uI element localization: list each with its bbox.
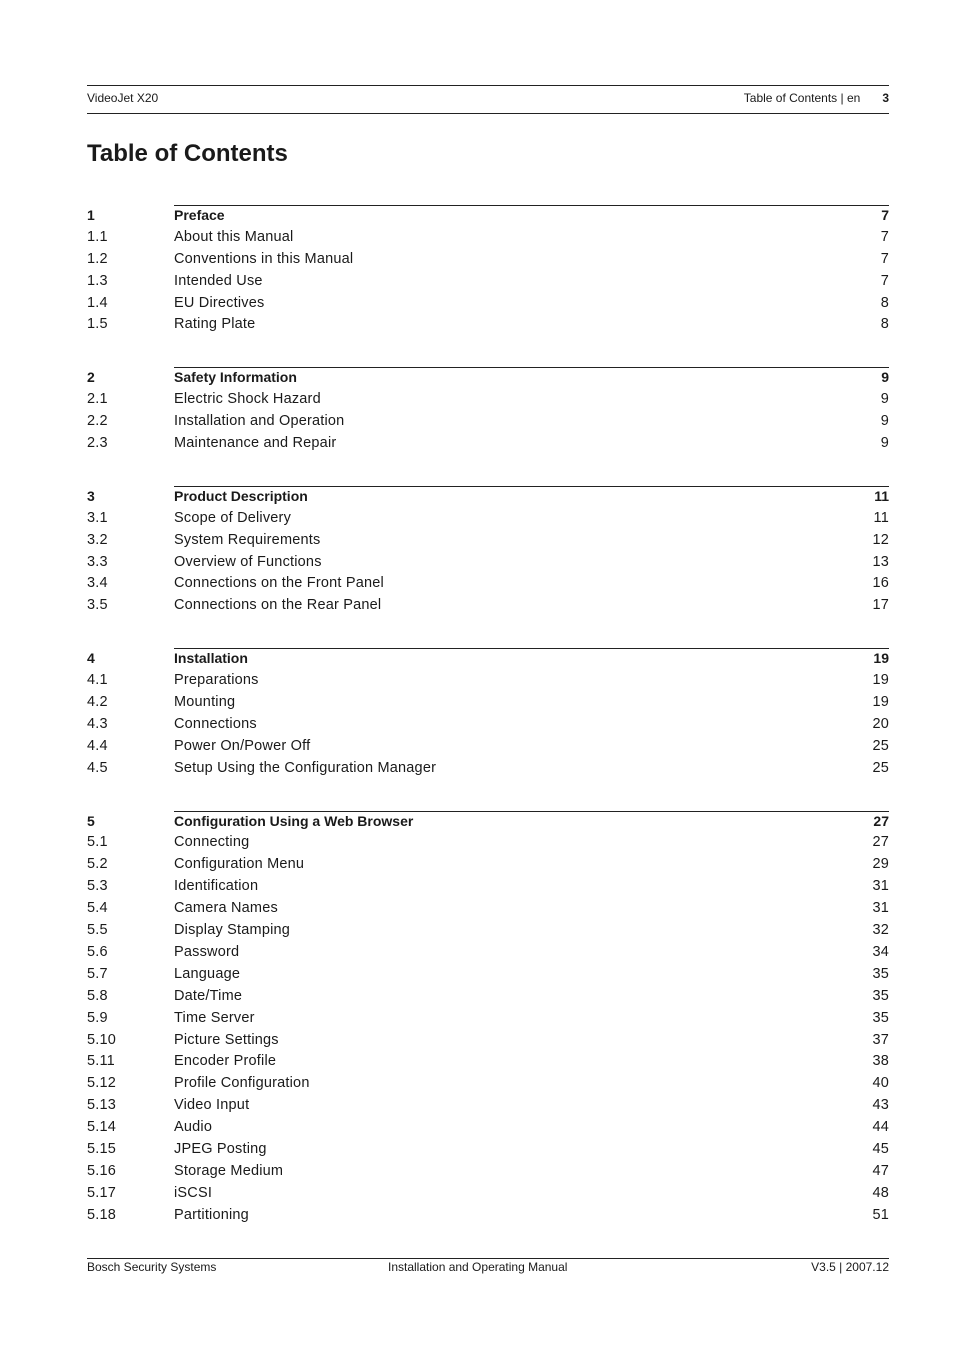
toc-number: 4.5	[87, 759, 108, 776]
toc-title: About this Manual	[174, 228, 294, 245]
toc-page-number: 31	[872, 878, 889, 895]
toc-number: 1.3	[87, 272, 108, 289]
toc-number: 1	[87, 207, 95, 223]
toc-title: Installation and Operation	[174, 413, 345, 430]
toc-chapter	[87, 367, 889, 455]
toc-page-number: 9	[880, 413, 889, 430]
toc-title: EU Directives	[174, 294, 265, 311]
toc-number: 3.1	[87, 509, 108, 526]
toc-entry[interactable]	[87, 736, 889, 758]
toc-number: 5.7	[87, 965, 108, 982]
toc-entry[interactable]	[87, 411, 889, 433]
toc-number: 1.1	[87, 228, 108, 245]
header-section-label: Table of Contents | en	[743, 91, 861, 105]
toc-number: 5.6	[87, 943, 108, 960]
toc-page-number: 8	[880, 316, 889, 333]
toc-page-number: 8	[880, 294, 889, 311]
toc-number: 2.2	[87, 413, 108, 430]
toc-number: 5.13	[87, 1097, 117, 1114]
header-right	[744, 86, 889, 110]
toc-entry[interactable]	[87, 1073, 889, 1095]
toc-number: 5.2	[87, 856, 108, 873]
toc-title: Profile Configuration	[174, 1075, 310, 1092]
toc-number: 1.5	[87, 316, 108, 333]
footer-document-type: Installation and Operating Manual	[388, 1260, 568, 1274]
toc-title: Setup Using the Configuration Manager	[174, 759, 437, 776]
toc-page-number: 7	[880, 272, 889, 289]
toc-entry[interactable]	[87, 227, 889, 249]
toc-number: 3.5	[87, 597, 108, 614]
toc-title: Conventions in this Manual	[174, 250, 354, 267]
toc-page-number: 44	[872, 1119, 889, 1136]
toc-number: 2.3	[87, 435, 108, 452]
toc-number: 5.3	[87, 878, 108, 895]
toc-page-number: 13	[872, 553, 889, 570]
footer-version: V3.5 | 2007.12	[811, 1260, 889, 1274]
toc-number: 1.4	[87, 294, 108, 311]
toc-entry[interactable]	[87, 314, 889, 336]
toc-entry[interactable]	[87, 832, 889, 854]
toc-page-number: 27	[872, 834, 889, 851]
toc-page-number: 45	[872, 1140, 889, 1157]
toc-number: 5.17	[87, 1184, 117, 1201]
toc-chapter	[87, 811, 889, 1227]
toc-number: 3.4	[87, 575, 108, 592]
toc-number: 4.3	[87, 715, 108, 732]
toc-page-number: 37	[872, 1031, 889, 1048]
toc-page-number: 17	[872, 597, 889, 614]
toc-entry[interactable]	[87, 986, 889, 1008]
toc-entry[interactable]	[87, 1117, 889, 1139]
toc-title: Configuration Using a Web Browser	[174, 812, 414, 829]
toc-entry[interactable]	[87, 552, 889, 574]
toc-title: Installation	[174, 650, 248, 667]
toc-entry[interactable]	[87, 854, 889, 876]
toc-entry[interactable]	[87, 898, 889, 920]
toc-chapter	[87, 205, 889, 336]
toc-title: Preparations	[174, 672, 259, 689]
toc-title: Storage Medium	[174, 1162, 284, 1179]
toc-number: 5.10	[87, 1031, 117, 1048]
toc-page-number: 32	[872, 922, 889, 939]
toc-title: JPEG Posting	[174, 1140, 267, 1157]
toc-page-number: 48	[872, 1184, 889, 1201]
toc-title: Rating Plate	[174, 316, 256, 333]
toc-entry[interactable]	[87, 1008, 889, 1030]
toc-page-number: 27	[873, 812, 889, 829]
toc-chapter	[87, 648, 889, 779]
toc-title: System Requirements	[174, 531, 321, 548]
toc-entry[interactable]	[87, 271, 889, 293]
toc-number: 5.18	[87, 1206, 117, 1223]
toc-title: Connecting	[174, 834, 250, 851]
toc-title: Picture Settings	[174, 1031, 279, 1048]
toc-page-number: 19	[872, 672, 889, 689]
toc-page-number: 43	[872, 1097, 889, 1114]
toc-number: 1.2	[87, 250, 108, 267]
toc-number: 5.16	[87, 1162, 117, 1179]
toc-number: 2.1	[87, 391, 108, 408]
toc-entry[interactable]	[87, 942, 889, 964]
toc-number: 5.12	[87, 1075, 117, 1092]
toc-title: Intended Use	[174, 272, 263, 289]
toc-chapter-heading[interactable]	[87, 367, 889, 389]
toc-number: 5.4	[87, 900, 108, 917]
toc-page-number: 38	[872, 1053, 889, 1070]
toc-entry[interactable]	[87, 508, 889, 530]
footer-company: Bosch Security Systems	[87, 1260, 217, 1274]
toc-title: Display Stamping	[174, 922, 291, 939]
page-title: Table of Contents	[87, 140, 288, 167]
toc-chapter-heading[interactable]	[87, 486, 889, 508]
toc-title: Date/Time	[174, 987, 243, 1004]
toc-page-number: 47	[872, 1162, 889, 1179]
toc-title: Power On/Power Off	[174, 737, 311, 754]
toc-number: 3	[87, 487, 95, 504]
toc-entry[interactable]	[87, 530, 889, 552]
table-of-contents	[87, 204, 889, 1258]
toc-number: 3.2	[87, 531, 108, 548]
toc-page-number: 51	[872, 1206, 889, 1223]
toc-entry[interactable]	[87, 573, 889, 595]
toc-page-number: 7	[880, 250, 889, 267]
toc-page-number: 35	[872, 1009, 889, 1026]
toc-entry[interactable]	[87, 920, 889, 942]
toc-title: Overview of Functions	[174, 553, 322, 570]
toc-number: 5.8	[87, 987, 108, 1004]
toc-entry[interactable]	[87, 692, 889, 714]
page-footer	[87, 1258, 889, 1274]
toc-entry[interactable]	[87, 876, 889, 898]
toc-title: Language	[174, 965, 241, 982]
toc-number: 5.14	[87, 1119, 117, 1136]
toc-number: 3.3	[87, 553, 108, 570]
toc-entry[interactable]	[87, 293, 889, 315]
header-page-number: 3	[882, 91, 889, 105]
toc-number: 2	[87, 369, 95, 386]
toc-chapter-heading[interactable]	[87, 205, 889, 227]
toc-title: Connections on the Rear Panel	[174, 597, 382, 614]
toc-number: 4.4	[87, 737, 108, 754]
header-product-name: VideoJet X20	[87, 91, 159, 105]
toc-entry[interactable]	[87, 595, 889, 617]
toc-title: Video Input	[174, 1097, 250, 1114]
toc-page-number: 12	[872, 531, 889, 548]
toc-number: 5.1	[87, 834, 108, 851]
toc-chapter-heading[interactable]	[87, 811, 889, 833]
toc-page-number: 19	[872, 694, 889, 711]
toc-title: Audio	[174, 1119, 213, 1136]
toc-entry[interactable]	[87, 1161, 889, 1183]
toc-page-number: 35	[872, 965, 889, 982]
toc-title: Scope of Delivery	[174, 509, 292, 526]
toc-page-number: 9	[881, 369, 889, 386]
toc-title: Time Server	[174, 1009, 255, 1026]
page-header	[87, 85, 889, 114]
toc-page-number: 25	[872, 759, 889, 776]
toc-title: Electric Shock Hazard	[174, 391, 321, 408]
toc-page-number: 7	[880, 228, 889, 245]
toc-page-number: 11	[874, 487, 889, 504]
toc-entry[interactable]	[87, 1095, 889, 1117]
toc-page-number: 31	[872, 900, 889, 917]
toc-title: Configuration Menu	[174, 856, 305, 873]
toc-entry[interactable]	[87, 964, 889, 986]
toc-number: 5.11	[87, 1053, 115, 1070]
toc-title: Safety Information	[174, 369, 297, 386]
toc-page-number: 19	[873, 650, 889, 667]
toc-number: 5.5	[87, 922, 108, 939]
toc-entry[interactable]	[87, 758, 889, 780]
toc-page-number: 7	[881, 207, 889, 223]
toc-page-number: 25	[872, 737, 889, 754]
toc-page-number: 35	[872, 987, 889, 1004]
toc-number: 5.15	[87, 1140, 117, 1157]
toc-page-number: 9	[880, 391, 889, 408]
toc-page-number: 16	[872, 575, 889, 592]
toc-number: 4.2	[87, 694, 108, 711]
toc-title: Encoder Profile	[174, 1053, 277, 1070]
toc-entry[interactable]	[87, 249, 889, 271]
toc-title: Mounting	[174, 694, 236, 711]
toc-entry[interactable]	[87, 433, 889, 455]
toc-title: iSCSI	[174, 1184, 213, 1201]
toc-page-number: 29	[872, 856, 889, 873]
toc-title: Preface	[174, 207, 225, 223]
toc-entry[interactable]	[87, 1051, 889, 1073]
toc-entry[interactable]	[87, 1205, 889, 1227]
toc-title: Password	[174, 943, 240, 960]
toc-title: Connections	[174, 715, 257, 732]
toc-entry[interactable]	[87, 1139, 889, 1161]
toc-entry[interactable]	[87, 670, 889, 692]
toc-chapter-heading[interactable]	[87, 648, 889, 670]
toc-chapter	[87, 486, 889, 617]
toc-number: 4	[87, 650, 95, 667]
toc-title: Partitioning	[174, 1206, 249, 1223]
toc-number: 4.1	[87, 672, 108, 689]
toc-number: 5	[87, 812, 95, 829]
toc-title: Camera Names	[174, 900, 278, 917]
toc-entry[interactable]	[87, 1183, 889, 1205]
toc-title: Connections on the Front Panel	[174, 575, 384, 592]
toc-entry[interactable]	[87, 714, 889, 736]
toc-entry[interactable]	[87, 1030, 889, 1052]
toc-page-number: 34	[872, 943, 889, 960]
toc-page-number: 11	[873, 509, 889, 526]
toc-page-number: 40	[872, 1075, 889, 1092]
toc-title: Product Description	[174, 487, 308, 504]
toc-number: 5.9	[87, 1009, 108, 1026]
toc-title: Maintenance and Repair	[174, 435, 337, 452]
toc-title: Identification	[174, 878, 259, 895]
toc-page-number: 20	[872, 715, 889, 732]
toc-entry[interactable]	[87, 389, 889, 411]
toc-page-number: 9	[880, 435, 889, 452]
